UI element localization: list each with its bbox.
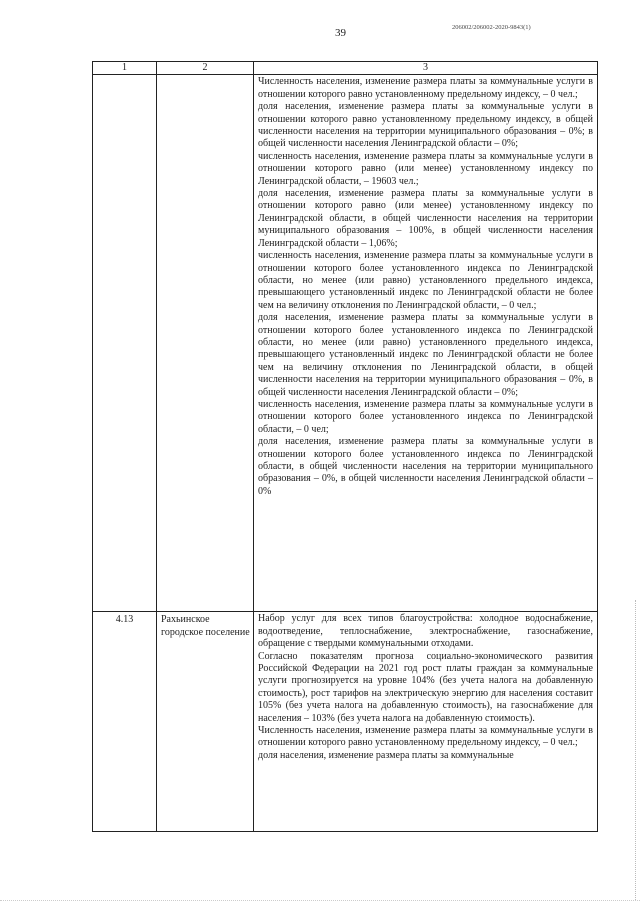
column-header: 3 — [254, 62, 598, 75]
paragraph: Набор услуг для всех типов благоустройства: холодное водоснабжение, водоотведение, теплоснабжение, электроснабжение, газоснабжение, обращение с твердыми коммунальными отходами. — [258, 613, 593, 650]
description-cell — [254, 612, 598, 832]
municipality-cell — [157, 75, 254, 612]
paragraph: доля населения, изменение размера платы за коммунальные — [258, 749, 514, 761]
document-code: 206002/206002-2020-9843(1) — [452, 24, 531, 31]
municipality-cell: Рахьинское городское поселение — [157, 612, 254, 832]
page-number: 39 — [335, 27, 346, 39]
paragraph: Численность населения, изменение размера платы за коммунальные услуги в отношении которого равно установленному предельному индексу, – 0 чел.; — [258, 725, 593, 749]
scan-bottom-artifact — [0, 899, 640, 901]
column-header: 1 — [93, 62, 157, 75]
table-row — [93, 612, 598, 832]
paragraph: Согласно показателям прогноза социально-экономического развития Российской Федерации на 2021 год рост платы граждан за коммунальные услуги прогнозируется на уровне 104% (без учета налога на добавленную стоимость), рост тарифов на электрическую энергию для населения составит 105% (без учета налога на добавленную стоимость), на газоснабжение для населения – 103% (без учета налога на добавленную стоимость). — [258, 650, 593, 724]
paragraph: численность населения, изменение размера платы за коммунальные услуги в отношении которого равно (или менее) установленному индексу по Ленинградской области, – 19603 чел.; — [258, 150, 593, 187]
paragraph: Численность населения, изменение размера платы за коммунальные услуги в отношении которого равно установленному предельному индексу, – 0 чел.; — [258, 76, 593, 100]
scan-margin-artifact — [631, 600, 636, 900]
table-header-row — [93, 62, 598, 75]
row-number-cell: 4.13 — [93, 612, 157, 832]
column-header: 2 — [157, 62, 254, 75]
table-row — [93, 75, 598, 612]
description-cell — [254, 75, 598, 612]
row-number-cell — [93, 75, 157, 612]
paragraph: численность населения, изменение размера платы за коммунальные услуги в отношении которого более установленного индекса по Ленинградской области, – 0 чел; — [258, 398, 593, 435]
paragraph: доля населения, изменение размера платы за коммунальные услуги в отношении которого равно установленному предельному индексу, в общей численности населения на территории муниципального образования – 0%; в общей численности населения Ленинградской области – 0%; — [258, 101, 593, 150]
data-table — [92, 61, 598, 832]
paragraph: численность населения, изменение размера платы за коммунальные услуги в отношении которого более установленного индекса по Ленинградской области, но менее (или равно) установленного предельного индекса, превышающего установленный индекс по Ленинградской области не более чем на величину отклонения по Ленинградской области, – 0 чел.; — [258, 250, 593, 311]
paragraph: доля населения, изменение размера платы за коммунальные услуги в отношении которого более установленного индекса по Ленинградской области, но менее (или равно) установленного предельного индекса, превышающего установленный индекс по Ленинградской области не более чем на величину отклонения по Ленинградской области, в общей численности населения на территории муниципального образования – 0%, в общей численности населения Ленинградской области – 0%; — [258, 312, 593, 398]
paragraph: доля населения, изменение размера платы за коммунальные услуги в отношении которого более установленного индекса по Ленинградской области, в общей численности населения на территории муниципального образования – 0%, в общей численности населения Ленинградской области – 0% — [258, 436, 593, 497]
paragraph: доля населения, изменение размера платы за коммунальные услуги в отношении которого равно (или менее) установленному индексу по Ленинградской области, в общей численности населения на территории муниципального образования – 100%, в общей численности населения Ленинградской области – 1,06%; — [258, 188, 593, 249]
